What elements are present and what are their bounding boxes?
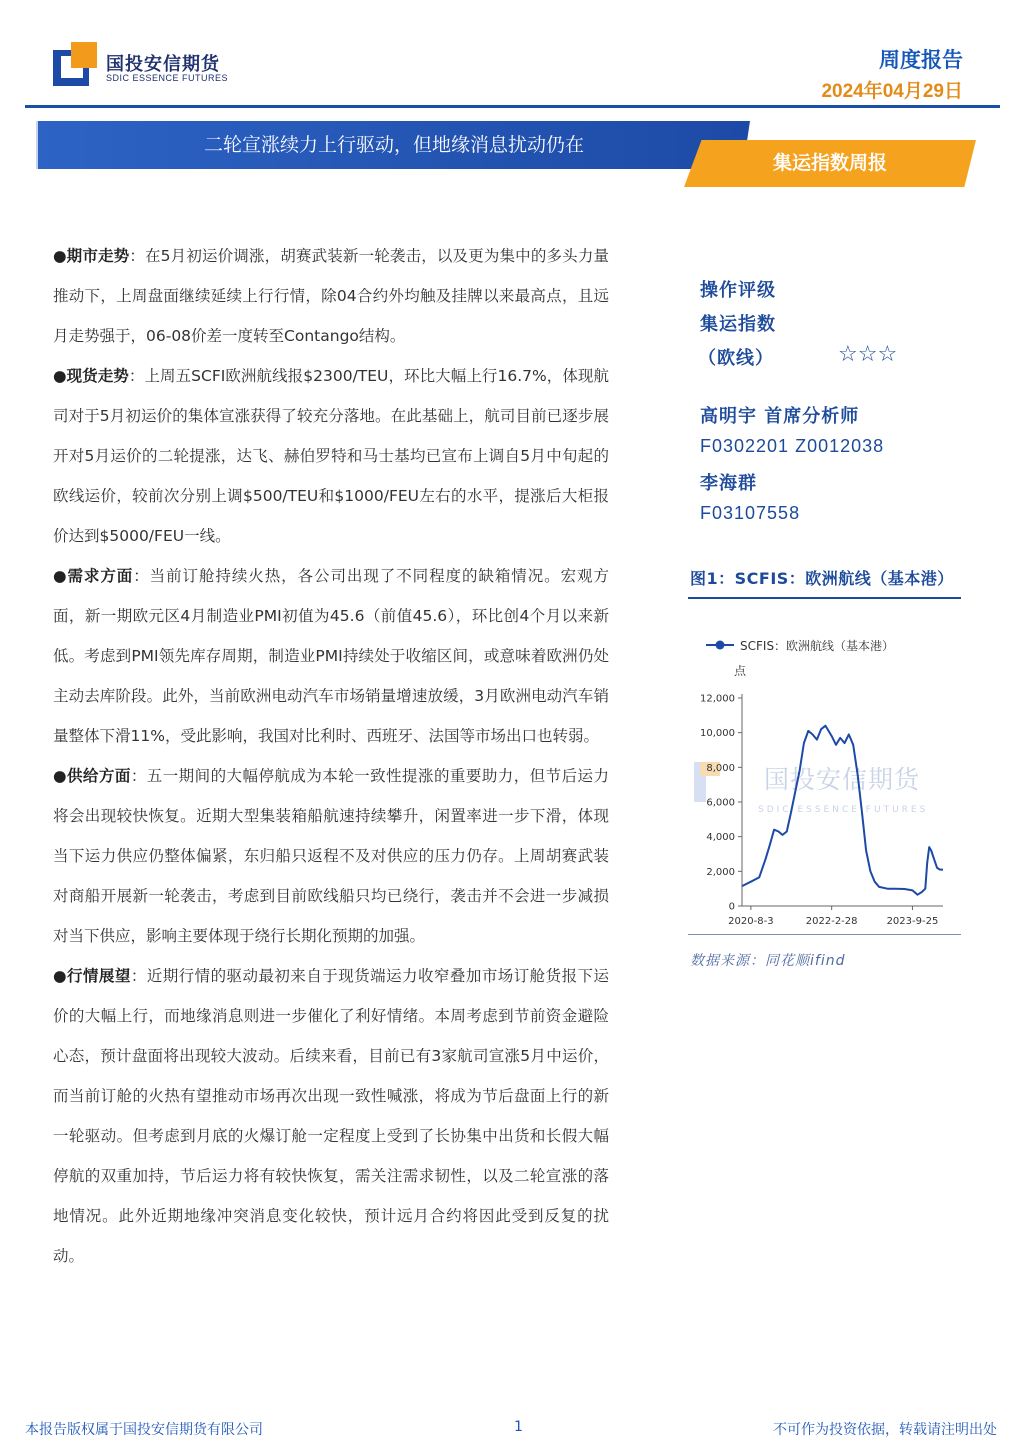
main-content [53, 236, 609, 1276]
rating-heading: 操作评级 [700, 280, 776, 301]
legend-marker [716, 641, 725, 650]
y-tick-label: 8,000 [706, 762, 735, 774]
section-demand [53, 556, 609, 756]
figure-source: 数据来源：同花顺ifind [690, 953, 846, 969]
section-label: ●期市走势 [53, 247, 130, 265]
y-tick-label: 12,000 [700, 693, 735, 705]
section-supply [53, 756, 609, 956]
header-divider [25, 105, 1000, 108]
x-tick-label: 2020-8-3 [728, 916, 774, 927]
section-spot-trend [53, 356, 609, 556]
y-tick-label: 0 [728, 901, 735, 913]
section-label: ●需求方面 [53, 567, 134, 585]
section-text: ：近期行情的驱动最初来自于现货端运力收窄叠加市场订舱货报下运价的大幅上行，而地缘消息则进一步催化了利好情绪。本周考虑到节前资金避险心态，预计盘面将出现较大波动。后续来看，目前已有3家航司宣涨5月中运价，而当前订舱的火热有望推动市场再次出现一致性喊涨，将成为节后盘面上行的新一轮驱动。但考虑到月底的火爆订舱一定程度上受到了长协集中出货和长假大幅停航的双重加持，节后运力将有较快恢复，需关注需求韧性，以及二轮宣涨的落地情况。此外近期地缘冲突消息变化较快，预计远月合约将因此受到反复的扰动。 [53, 967, 609, 1265]
analyst-secondary: 李海群 [700, 473, 757, 494]
logo-company-name-en: SDIC ESSENCE FUTURES [106, 73, 229, 83]
analyst-secondary-id: F03107558 [700, 503, 801, 523]
x-tick-label: 2023-9-25 [886, 916, 939, 927]
report-date: 2024年04月29日 [821, 81, 963, 102]
figure-top-rule [688, 597, 961, 599]
analyst-primary-ids: F0302201 Z0012038 [700, 436, 885, 456]
rating-stars-icon: ☆☆☆ [838, 342, 898, 367]
footer-copyright: 本报告版权属于国投安信期货有限公司 [25, 1422, 263, 1438]
y-tick-label: 4,000 [706, 832, 735, 844]
logo-company-name: 国投安信期货 [106, 54, 220, 75]
figure-bottom-rule [688, 934, 961, 935]
section-text: ：当前订舱持续火热，各公司出现了不同程度的缺箱情况。宏观方面，新一期欧元区4月制造业PMI初值为45.6（前值45.6），环比创4个月以来新低。考虑到PMI领先库存周期，制造业PMI持续处于收缩区间，或意味着欧洲仍处主动去库阶段。此外，当前欧洲电动汽车市场销量增速放缓，3月欧洲电动汽车销量整体下滑11%，受此影响，我国对比利时、西班牙、法国等市场出口也转弱。 [53, 567, 609, 745]
y-tick-label: 10,000 [700, 728, 735, 740]
figure-title: 图1：SCFIS：欧洲航线（基本港） [690, 569, 954, 588]
y-tick-label: 2,000 [706, 866, 735, 878]
rating-product: 集运指数 [700, 314, 776, 335]
chart-watermark: 国投安信期货 [764, 765, 921, 794]
section-label: ●供给方面 [53, 767, 131, 785]
section-text: ：上周五SCFI欧洲航线报$2300/TEU，环比大幅上行16.7%，体现航司对于5月初运价的集体宣涨获得了较充分落地。在此基础上，航司目前已逐步展开对5月运价的二轮提涨，达飞、赫伯罗特和马士基均已宣布上调自5月中旬起的欧线运价，较前次分别上调$500/TEU和$1000/FEU左右的水平，提涨后大柜报价达到$5000/FEU一线。 [53, 367, 609, 545]
section-text: ：五一期间的大幅停航成为本轮一致性提涨的重要助力，但节后运力将会出现较快恢复。近期大型集装箱船航速持续攀升，闲置率进一步下滑，体现当下运力供应仍整体偏紧，东归船只返程不及对供应的压力仍存。上周胡赛武装对商船开展新一轮袭击，考虑到目前欧线船只均已绕行，袭击并不会进一步减损对当下供应，影响主要体现于绕行长期化预期的加强。 [53, 767, 609, 945]
x-tick-label: 2022-2-28 [805, 916, 858, 927]
report-category: 集运指数周报 [772, 152, 887, 174]
company-logo-icon [53, 42, 97, 86]
y-tick-label: 6,000 [706, 797, 735, 809]
scfis-line-chart [688, 600, 961, 934]
rating-product-line: （欧线） [698, 348, 774, 369]
section-text: ：在5月初运价调涨，胡赛武装新一轮袭击，以及更为集中的多头力量推动下，上周盘面继续延续上行行情，除04合约外均触及挂牌以来最高点，且远月走势强于，06-08价差一度转至Contango结构。 [53, 247, 609, 345]
section-futures-trend [53, 236, 609, 356]
footer-disclaimer: 不可作为投资依据，转载请注明出处 [773, 1422, 997, 1438]
analyst-primary: 高明宇 首席分析师 [700, 406, 860, 427]
report-title: 二轮宣涨续力上行驱动，但地缘消息扰动仍在 [203, 134, 584, 156]
section-label: ●现货走势 [53, 367, 129, 385]
section-outlook [53, 956, 609, 1276]
legend-unit: 点 [734, 664, 747, 678]
section-label: ●行情展望 [53, 967, 131, 985]
legend-label: SCFIS：欧洲航线（基本港） [740, 639, 895, 653]
chart-watermark-en: SDIC ESSENCE FUTURES [758, 805, 929, 815]
report-type: 周度报告 [879, 48, 963, 72]
page-number: 1 [514, 1419, 523, 1435]
